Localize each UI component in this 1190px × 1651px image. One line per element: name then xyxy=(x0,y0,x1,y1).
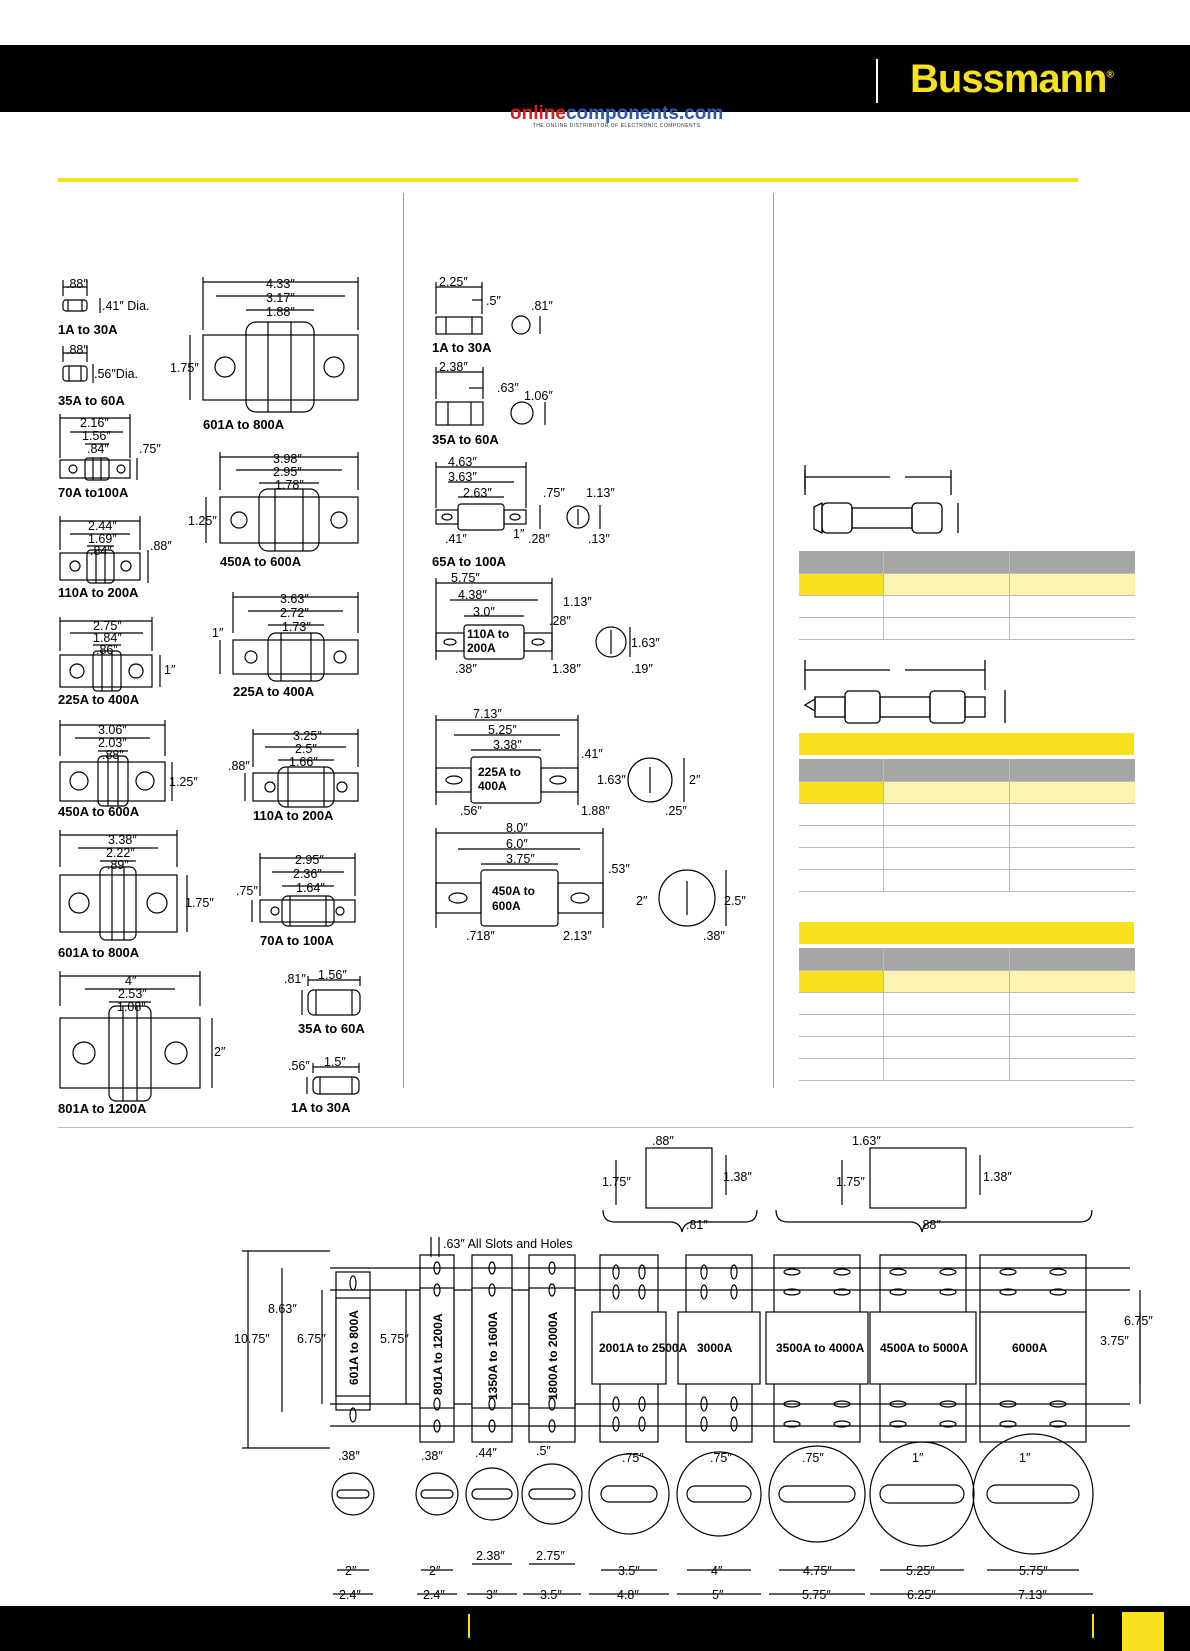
dimension-label: .84″ xyxy=(87,442,109,456)
dimension-label: 3.63″ xyxy=(448,470,477,484)
dimension-label: .718″ xyxy=(466,929,495,943)
dimension-label: .25″ xyxy=(665,804,687,818)
dimension-label: 1″ xyxy=(164,663,176,677)
dimension-label: 2.4″ xyxy=(423,1588,445,1602)
footer-separator xyxy=(468,1614,470,1638)
dimension-label: 8.63″ xyxy=(268,1302,297,1316)
dimension-label: 3.5″ xyxy=(618,1564,640,1578)
dimension-label: 65A to 100A xyxy=(432,554,506,569)
dimension-label: 450A to xyxy=(492,884,535,898)
dimension-label: 2.38″ xyxy=(476,1549,505,1563)
dimension-label: 4.75″ xyxy=(803,1564,832,1578)
dimension-label: 2.22″ xyxy=(106,846,135,860)
dimension-label: 3.75″ xyxy=(506,852,535,866)
dimension-label: 600A xyxy=(492,899,521,913)
dimension-label: 1.56″ xyxy=(82,429,111,443)
dimension-label: 225A to 400A xyxy=(233,684,315,699)
dimension-label: .44″ xyxy=(475,1446,497,1460)
dimension-label: .88″ xyxy=(228,759,250,773)
dimension-label: .41″ Dia. xyxy=(102,299,150,313)
dimension-label: 1.56″ xyxy=(318,968,347,982)
footer-bar xyxy=(0,1606,1190,1651)
dimension-label: 35A to 60A xyxy=(298,1021,365,1036)
dimension-label: 1.78″ xyxy=(275,478,304,492)
dimension-label: .88″ xyxy=(66,277,88,291)
dimension-label: 3500A to 4000A xyxy=(776,1341,865,1355)
dimension-label: 6.25″ xyxy=(907,1588,936,1602)
dimension-label: 3.63″ xyxy=(280,592,309,606)
dimension-label: 1.13″ xyxy=(563,595,592,609)
footer-separator xyxy=(1092,1614,1094,1638)
dimension-label: 4.8″ xyxy=(617,1588,639,1602)
dimension-label: 225A to xyxy=(478,765,521,779)
dimension-label: .38″ xyxy=(703,929,725,943)
dimension-label: 2.72″ xyxy=(280,606,309,620)
dimension-label: 6000A xyxy=(1012,1341,1048,1355)
dimension-label: .19″ xyxy=(631,662,653,676)
dimension-label: 2.95″ xyxy=(273,465,302,479)
dimension-label: 1A to 30A xyxy=(432,340,492,355)
dimension-label: 5.75″ xyxy=(802,1588,831,1602)
dimension-label: .38″ xyxy=(455,662,477,676)
dimension-label: .88″ xyxy=(66,343,88,357)
dimension-label: .75″ xyxy=(543,486,565,500)
dimension-label: 35A to 60A xyxy=(58,393,125,408)
dimension-label: 3.38″ xyxy=(493,738,522,752)
dimension-label: 2.44″ xyxy=(88,519,117,533)
dimension-label: 1.25″ xyxy=(169,775,198,789)
dimension-label: 35A to 60A xyxy=(432,432,499,447)
dimension-label: 2.13″ xyxy=(563,929,592,943)
dimension-label: 2.53″ xyxy=(118,987,147,1001)
dimension-label: .41″ xyxy=(581,747,603,761)
dimension-label: 6.75″ xyxy=(1124,1314,1153,1328)
dimension-label: .88″ xyxy=(919,1218,941,1232)
dimension-label: 10.75″ xyxy=(234,1332,270,1346)
dimension-label: 2.25″ xyxy=(439,275,468,289)
dimension-label: 8.0″ xyxy=(506,821,528,835)
dimension-label: 2.4″ xyxy=(339,1588,361,1602)
dimension-label: .86″ xyxy=(96,643,118,657)
watermark: onlinecomponents.com THE ONLINE DISTRIBUTOR OF ELECTRONIC COMPONENTS xyxy=(510,103,724,129)
dimension-label: 3.17″ xyxy=(266,291,295,305)
dimension-label: 1″ xyxy=(212,626,224,640)
dimension-label: .75″ xyxy=(139,442,161,456)
dimension-label: .89″ xyxy=(107,858,129,872)
dimension-label: 200A xyxy=(467,641,496,655)
dimension-label: 2″ xyxy=(345,1564,357,1578)
dimension-label: .56″ xyxy=(460,804,482,818)
dimension-label: .75″ xyxy=(710,1451,732,1465)
dimension-label: 2″ xyxy=(214,1045,226,1059)
dimension-label: 3.06″ xyxy=(98,723,127,737)
dimension-label: .56″Dia. xyxy=(94,367,139,381)
dimension-label: 1.69″ xyxy=(88,532,117,546)
dimension-label: 2.95″ xyxy=(295,853,324,867)
dimension-label: 4.38″ xyxy=(458,588,487,602)
dimension-label: 1A to 30A xyxy=(58,322,118,337)
dimension-label: .38″ xyxy=(421,1449,443,1463)
dimension-label: 3.38″ xyxy=(108,833,137,847)
dimension-label: 3.98″ xyxy=(273,452,302,466)
dimension-label: 1.75″ xyxy=(170,361,199,375)
dimension-label: 4″ xyxy=(711,1564,723,1578)
dimension-label: 601A to 800A xyxy=(203,417,285,432)
dimension-label: 2″ xyxy=(429,1564,441,1578)
dimension-label: 2.5″ xyxy=(724,894,746,908)
dimension-label: 225A to 400A xyxy=(58,692,140,707)
dimension-label: 2.38″ xyxy=(439,360,468,374)
dimension-label: 2.5″ xyxy=(295,742,317,756)
dimension-label: 2″ xyxy=(689,773,701,787)
dimension-label: 6.0″ xyxy=(506,837,528,851)
dimension-label: 1.88″ xyxy=(581,804,610,818)
dimension-label: 4.63″ xyxy=(448,455,477,469)
dimension-label: .88″ xyxy=(150,539,172,553)
dimension-label: 2″ xyxy=(636,894,648,908)
brand-logo: Bussmann® xyxy=(910,57,1113,101)
dimension-label: 1″ xyxy=(912,1451,924,1465)
dimension-label: .75″ xyxy=(622,1451,644,1465)
dimension-label: .63″ xyxy=(497,381,519,395)
dimension-label: .75″ xyxy=(236,884,258,898)
dimension-label: 1.25″ xyxy=(188,514,217,528)
dimension-label: .88″ xyxy=(102,748,124,762)
dimension-label: 1.75″ xyxy=(185,896,214,910)
dimension-label: 7.13″ xyxy=(473,707,502,721)
dimension-label: 4500A to 5000A xyxy=(880,1341,969,1355)
dimension-label: 5.75″ xyxy=(1019,1564,1048,1578)
dimension-label: 1.38″ xyxy=(723,1170,752,1184)
dimension-label: 110A to xyxy=(467,627,510,641)
dimension-label: 1.13″ xyxy=(586,486,615,500)
dimension-label: 70A to 100A xyxy=(260,933,334,948)
dimension-label: 1.38″ xyxy=(552,662,581,676)
dimension-label: .13″ xyxy=(588,532,610,546)
dimension-label: 1.64″ xyxy=(296,881,325,895)
dimension-label: 1350A to 1600A xyxy=(486,1311,500,1400)
dimension-label: 3.0″ xyxy=(473,605,495,619)
dimension-label: 2.75″ xyxy=(536,1549,565,1563)
dimension-label: 1.63″ xyxy=(852,1134,881,1148)
dimension-label: 601A to 800A xyxy=(58,945,140,960)
dimension-label: .63″ All Slots and Holes xyxy=(443,1237,573,1251)
dimension-label: 1″ xyxy=(513,527,525,541)
dimension-label: 1.84″ xyxy=(93,631,122,645)
dimension-label: 3.25″ xyxy=(293,729,322,743)
dimension-label: 1″ xyxy=(1019,1451,1031,1465)
dimension-label: 1.5″ xyxy=(324,1055,346,1069)
dimension-label: 3″ xyxy=(486,1588,498,1602)
dimension-label: 1.88″ xyxy=(266,305,295,319)
dimension-label: 1.63″ xyxy=(631,636,660,650)
dimension-label: 450A to 600A xyxy=(220,554,302,569)
dimension-label: 3.5″ xyxy=(540,1588,562,1602)
dimension-label: 1.73″ xyxy=(282,620,311,634)
dimension-label: 7.13″ xyxy=(1018,1588,1047,1602)
dimension-label: .5″ xyxy=(536,1444,551,1458)
dimension-label: 1.75″ xyxy=(836,1175,865,1189)
dimension-label: 801A to 1200A xyxy=(431,1313,445,1395)
dimension-label: .81″ xyxy=(686,1218,708,1232)
dimension-label: 601A to 800A xyxy=(347,1310,361,1385)
dimension-label: 110A to 200A xyxy=(253,808,334,823)
dimension-label: .81″ xyxy=(284,972,306,986)
dimension-label: 801A to 1200A xyxy=(58,1101,147,1116)
dimension-label: 1.08″ xyxy=(117,1000,146,1014)
dimension-label: 70A to100A xyxy=(58,485,129,500)
dimension-label: .81″ xyxy=(531,299,553,313)
dimension-label: 4″ xyxy=(125,974,137,988)
dimension-label: .75″ xyxy=(802,1451,824,1465)
dimension-label: .5″ xyxy=(486,294,501,308)
dimension-label: 2.75″ xyxy=(93,619,122,633)
dimension-label: 2.63″ xyxy=(463,486,492,500)
dimension-label: 1.75″ xyxy=(602,1175,631,1189)
dimension-label: .28″ xyxy=(528,532,550,546)
dimension-label: .56″ xyxy=(288,1059,310,1073)
dimension-label: 6.75″ xyxy=(297,1332,326,1346)
dimension-label: .88″ xyxy=(652,1134,674,1148)
page-tab xyxy=(1122,1612,1164,1651)
dimension-label: .41″ xyxy=(445,532,467,546)
dimension-label: 1.66″ xyxy=(289,755,318,769)
dimension-label: 3.75″ xyxy=(1100,1334,1129,1348)
dimension-label: .38″ xyxy=(338,1449,360,1463)
dimension-label: 5.75″ xyxy=(451,571,480,585)
dimension-label: 1.63″ xyxy=(597,773,626,787)
dimension-label: 5″ xyxy=(712,1588,724,1602)
dimension-label: .84″ xyxy=(90,544,112,558)
dimension-label: .28″ xyxy=(549,614,571,628)
dimension-label: 1.06″ xyxy=(524,389,553,403)
dimension-label: 2.03″ xyxy=(98,736,127,750)
dimension-label: 1.38″ xyxy=(983,1170,1012,1184)
dimension-label: 3000A xyxy=(697,1341,733,1355)
dimension-label: 2.16″ xyxy=(80,416,109,430)
dimension-label: 5.25″ xyxy=(906,1564,935,1578)
dimension-label: 1A to 30A xyxy=(291,1100,351,1115)
dimension-label: 400A xyxy=(478,779,507,793)
dimension-label: 1800A to 2000A xyxy=(546,1311,560,1400)
dimension-label: 5.25″ xyxy=(488,723,517,737)
dimension-label: .53″ xyxy=(608,862,630,876)
dimension-label: 2001A to 2500A xyxy=(599,1341,688,1355)
dimension-label: 2.36″ xyxy=(293,867,322,881)
dimension-label: 4.33″ xyxy=(266,277,295,291)
dimension-label: 110A to 200A xyxy=(58,585,139,600)
dimension-label: 450A to 600A xyxy=(58,804,140,819)
dimension-label: 5.75″ xyxy=(380,1332,409,1346)
